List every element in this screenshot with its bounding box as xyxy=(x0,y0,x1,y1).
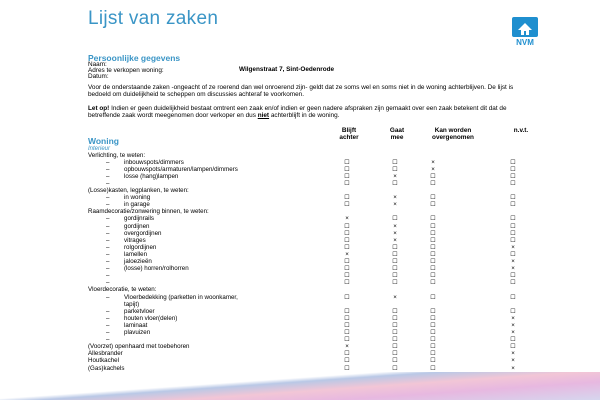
checkbox[interactable]: ☐ xyxy=(392,321,398,329)
checkbox[interactable]: ☐ xyxy=(392,258,398,265)
checkbox[interactable]: ☐ xyxy=(510,165,516,173)
checkbox[interactable]: ☐ xyxy=(510,222,516,230)
checkbox[interactable]: ☐ xyxy=(344,350,350,358)
row-label: Vloerdecoratie, te weten: xyxy=(88,286,157,294)
row-label: Vloerbedekking (parketten in woonkamer, tapijt) xyxy=(124,293,238,308)
checkbox[interactable]: ☐ xyxy=(344,258,350,265)
checkbox[interactable]: ☐ xyxy=(510,343,516,351)
checked-box[interactable]: × xyxy=(511,364,515,372)
row-label: Verlichting, te weten: xyxy=(88,151,146,159)
checkbox[interactable]: ☐ xyxy=(430,293,436,301)
checked-box[interactable]: × xyxy=(511,314,515,322)
item-dash: – xyxy=(106,236,110,244)
checkbox[interactable]: ☐ xyxy=(344,364,350,372)
item-dash: – xyxy=(106,158,110,166)
item-dash: – xyxy=(106,258,110,265)
row-label: in woning xyxy=(124,194,151,202)
checkbox[interactable]: ☐ xyxy=(430,343,436,351)
checkbox[interactable]: ☐ xyxy=(392,243,398,251)
checkbox[interactable]: ☐ xyxy=(392,314,398,322)
checked-box[interactable]: × xyxy=(511,350,515,358)
checkbox[interactable]: ☐ xyxy=(430,279,436,287)
checked-box[interactable]: × xyxy=(511,329,515,336)
section-heading-woning: Woning xyxy=(88,136,119,146)
checkbox[interactable]: ☐ xyxy=(510,172,516,180)
item-dash: – xyxy=(106,179,110,187)
checkbox[interactable]: ☐ xyxy=(430,364,436,372)
checkbox[interactable]: ☐ xyxy=(510,293,516,301)
checked-box[interactable]: × xyxy=(511,258,515,265)
checkbox[interactable]: ☐ xyxy=(430,321,436,329)
checkbox[interactable]: ☐ xyxy=(392,350,398,358)
checkbox[interactable]: ☐ xyxy=(344,172,350,180)
naam-label: Naam: xyxy=(88,61,107,68)
checkbox[interactable]: ☐ xyxy=(392,165,398,173)
column-header-blijft-achter: Blijft achter xyxy=(339,127,359,141)
row-label: rolgordijnen xyxy=(124,243,157,251)
checkbox[interactable]: ☐ xyxy=(392,265,398,273)
row-label: gordijnrails xyxy=(124,215,154,223)
checkbox[interactable]: ☐ xyxy=(430,215,436,223)
row-label: Allesbrander xyxy=(88,350,123,358)
checkbox[interactable]: ☐ xyxy=(510,179,516,187)
item-dash: – xyxy=(106,215,110,223)
checkbox[interactable]: ☐ xyxy=(510,201,516,209)
checked-box[interactable]: × xyxy=(393,236,397,244)
row-label: houten vloer(delen) xyxy=(124,314,178,322)
checked-box[interactable]: × xyxy=(393,293,397,301)
row-label: losse (hang)lampen xyxy=(124,172,179,180)
item-dash: – xyxy=(106,321,110,329)
checkbox[interactable]: ☐ xyxy=(344,243,350,251)
nvm-logo xyxy=(512,17,538,48)
row-label: inbouwspots/dimmers xyxy=(124,158,184,166)
item-dash: – xyxy=(106,172,110,180)
checkbox[interactable]: ☐ xyxy=(344,179,350,187)
checkbox[interactable]: ☐ xyxy=(430,307,436,315)
checkbox[interactable]: ☐ xyxy=(392,179,398,187)
item-dash: – xyxy=(106,307,110,315)
checkbox[interactable]: ☐ xyxy=(430,265,436,273)
checkbox[interactable]: ☐ xyxy=(344,279,350,287)
checked-box[interactable]: × xyxy=(431,165,435,173)
checked-box[interactable]: × xyxy=(393,194,397,202)
adres-value: Wilgenstraat 7, Sint-Oedenrode xyxy=(239,66,335,73)
checkbox[interactable]: ☐ xyxy=(430,179,436,187)
checkbox[interactable]: ☐ xyxy=(392,272,398,280)
logo-text: NVM xyxy=(516,38,534,47)
checkbox[interactable]: ☐ xyxy=(430,336,436,344)
checkbox[interactable]: ☐ xyxy=(430,172,436,180)
row-label: (Gas)kachels xyxy=(88,364,125,372)
checked-box[interactable]: × xyxy=(393,222,397,230)
row-label: vitrages xyxy=(124,236,146,244)
checkbox[interactable]: ☐ xyxy=(344,321,350,329)
item-dash: – xyxy=(106,250,110,258)
checkbox[interactable]: ☐ xyxy=(392,279,398,287)
checkbox[interactable]: ☐ xyxy=(510,307,516,315)
checkbox[interactable]: ☐ xyxy=(430,329,436,336)
checkbox[interactable]: ☐ xyxy=(392,343,398,351)
row-label: overgordijnen xyxy=(124,229,162,237)
datum-label: Datum: xyxy=(88,73,109,80)
checked-box[interactable]: × xyxy=(345,343,349,351)
nvm-house-logo-icon xyxy=(512,17,538,37)
row-label: lamellen xyxy=(124,250,148,258)
checkbox[interactable]: ☐ xyxy=(430,222,436,230)
row-label: parketvloer xyxy=(124,307,155,315)
checkbox[interactable]: ☐ xyxy=(392,364,398,372)
checkbox[interactable]: ☐ xyxy=(510,250,516,258)
warning-text-1: Indien er geen duidelijkheid bestaat omtrent een zaak en/of indien er geen nadere afspraken zijn gemaakt over een zaak betekent dit dat de betreffende zaak wordt meegenomen door verkoper en dus xyxy=(88,105,507,120)
checkbox[interactable]: ☐ xyxy=(510,236,516,244)
checkbox[interactable]: ☐ xyxy=(344,222,350,230)
row-label: jaloezieën xyxy=(124,258,152,265)
checked-box[interactable]: × xyxy=(511,265,515,273)
checkbox[interactable]: ☐ xyxy=(430,250,436,258)
subsection-interieur: Interieur xyxy=(88,146,111,152)
warning-emphasis: niet xyxy=(257,112,270,120)
item-dash: – xyxy=(106,222,110,230)
checkbox[interactable]: ☐ xyxy=(392,307,398,315)
warning-text-2: achterblijft in de woning. xyxy=(269,112,340,120)
checkbox[interactable]: ☐ xyxy=(430,272,436,280)
checkbox[interactable]: ☐ xyxy=(510,194,516,202)
item-dash: – xyxy=(106,272,110,280)
row-label: (losse) horren/rolhorren xyxy=(124,265,189,273)
row-label: gordijnen xyxy=(124,222,150,230)
checked-box[interactable]: × xyxy=(511,243,515,251)
checkbox[interactable]: ☐ xyxy=(392,215,398,223)
checked-box[interactable]: × xyxy=(345,215,349,223)
item-dash: – xyxy=(106,243,110,251)
item-dash: – xyxy=(106,201,110,209)
row-label: plavuizen xyxy=(124,329,151,336)
row-label: opbouwspots/armaturen/lampen/dimmers xyxy=(124,165,238,173)
checkbox[interactable]: ☐ xyxy=(344,272,350,280)
checkbox[interactable]: ☐ xyxy=(430,194,436,202)
section-heading-personal: Persoonlijke gegevens xyxy=(88,53,181,63)
checkbox[interactable]: ☐ xyxy=(430,357,436,365)
decorative-footer-band xyxy=(0,372,600,400)
checkbox[interactable]: ☐ xyxy=(344,293,350,301)
checkbox[interactable]: ☐ xyxy=(344,236,350,244)
checkbox[interactable]: ☐ xyxy=(510,336,516,344)
adres-label: Adres te verkopen woning: xyxy=(88,67,164,74)
item-dash: – xyxy=(106,279,110,287)
checkbox[interactable]: ☐ xyxy=(392,357,398,365)
checkbox[interactable]: ☐ xyxy=(510,158,516,166)
checkbox[interactable]: ☐ xyxy=(392,336,398,344)
item-dash: – xyxy=(106,314,110,322)
checkbox[interactable]: ☐ xyxy=(430,236,436,244)
checkbox[interactable]: ☐ xyxy=(344,265,350,273)
column-header-nvt: n.v.t. xyxy=(513,127,529,134)
checkbox[interactable]: ☐ xyxy=(344,229,350,237)
checkbox[interactable]: ☐ xyxy=(344,307,350,315)
row-label: in garage xyxy=(124,201,150,209)
item-dash: – xyxy=(106,265,110,273)
item-dash: – xyxy=(106,329,110,336)
checkbox[interactable]: ☐ xyxy=(430,243,436,251)
warning-lead: Let op! xyxy=(88,105,110,112)
checkbox[interactable]: ☐ xyxy=(510,215,516,223)
checkbox[interactable]: ☐ xyxy=(392,329,398,336)
checkbox[interactable]: ☐ xyxy=(392,158,398,166)
checkbox[interactable]: ☐ xyxy=(344,194,350,202)
checked-box[interactable]: × xyxy=(511,357,515,365)
checkbox[interactable]: ☐ xyxy=(430,314,436,322)
row-label: Raamdecoratie/zonwering binnen, te weten: xyxy=(88,208,209,216)
checkbox[interactable]: ☐ xyxy=(510,229,516,237)
checked-box[interactable]: × xyxy=(511,321,515,329)
checkbox[interactable]: ☐ xyxy=(344,336,350,344)
row-label: (Losse)kasten, legplanken, te weten: xyxy=(88,187,189,194)
page-title: Lijst van zaken xyxy=(88,8,219,29)
checked-box[interactable]: × xyxy=(431,158,435,166)
warning-paragraph xyxy=(88,105,518,120)
row-label: Houtkachel xyxy=(88,357,119,365)
checkbox[interactable]: ☐ xyxy=(344,329,350,336)
checkbox[interactable]: ☐ xyxy=(344,158,350,166)
checked-box[interactable]: × xyxy=(393,201,397,209)
column-header-kan-worden-overgenomen: Kan worden overgenomen xyxy=(432,127,474,141)
checkbox[interactable]: ☐ xyxy=(344,201,350,209)
checkbox[interactable]: ☐ xyxy=(430,350,436,358)
row-label: laminaat xyxy=(124,321,148,329)
checkbox[interactable]: ☐ xyxy=(344,314,350,322)
checkbox[interactable]: ☐ xyxy=(510,272,516,280)
column-header-gaat-mee: Gaat mee xyxy=(389,127,405,141)
checkbox[interactable]: ☐ xyxy=(430,229,436,237)
checkbox[interactable]: ☐ xyxy=(392,250,398,258)
item-dash: – xyxy=(106,229,110,237)
checkbox[interactable]: ☐ xyxy=(344,357,350,365)
intro-paragraph: Voor de onderstaande zaken -ongeacht of ze roerend dan wel onroerend zijn- geldt dat ze soms wel en soms niet in de woning achterblijven. De lijst is bedoeld om duidelijkheid te scheppen om discussies achteraf te voorkomen. xyxy=(88,84,514,99)
checked-box[interactable]: × xyxy=(393,172,397,180)
checkbox[interactable]: ☐ xyxy=(430,201,436,209)
checkbox[interactable]: ☐ xyxy=(510,279,516,287)
checkbox[interactable]: ☐ xyxy=(430,258,436,265)
item-dash: – xyxy=(106,336,110,344)
checked-box[interactable]: × xyxy=(393,229,397,237)
checkbox[interactable]: ☐ xyxy=(344,165,350,173)
item-dash: – xyxy=(106,293,110,301)
checked-box[interactable]: × xyxy=(345,250,349,258)
row-label: (Voorzet) openhaard met toebehoren xyxy=(88,343,190,351)
item-dash: – xyxy=(106,165,110,173)
item-dash: – xyxy=(106,194,110,202)
